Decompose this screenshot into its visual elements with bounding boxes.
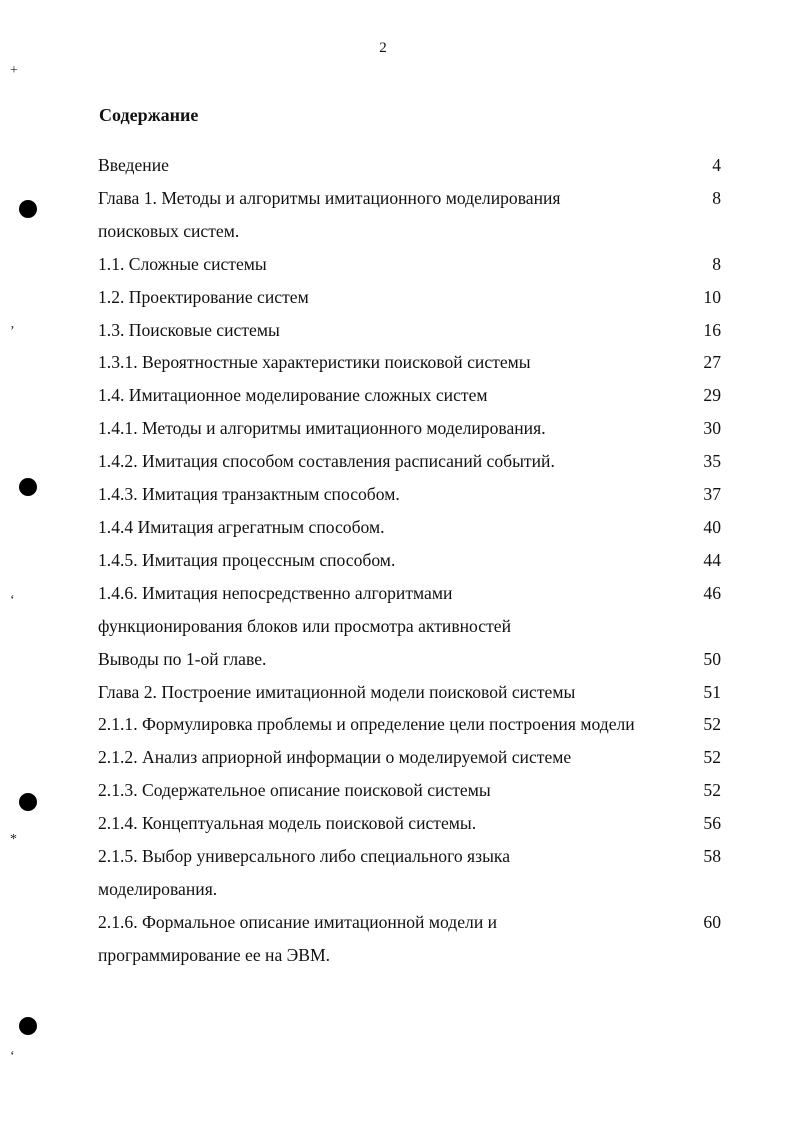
toc-entry-1-4-2 [98,445,723,478]
toc-entry-title: 2.1.3. Содержательное описание поисковой системы [98,780,491,801]
scan-mark-icon: + [10,63,18,78]
toc-entry-page: 51 [703,681,721,702]
toc-entry-title: 1.2. Проектирование систем [98,286,309,307]
table-of-contents [98,149,723,972]
toc-entry-title: 2.1.5. Выбор универсального либо специального языка моделирования. [98,846,511,899]
toc-entry-conclusions-1 [98,643,723,676]
toc-entry-title: Глава 2. Построение имитационной модели поисковой системы [98,681,576,702]
toc-entry-title: 1.4.1. Методы и алгоритмы имитационного моделирования. [98,418,546,439]
toc-entry-page: 35 [703,451,721,472]
toc-entry-2-1-5 [98,840,723,906]
toc-entry-page: 52 [703,747,721,768]
toc-entry-title: 2.1.4. Концептуальная модель поисковой системы. [98,813,477,834]
toc-entry-chapter-1 [98,182,723,248]
toc-entry-title: 1.3.1. Вероятностные характеристики поисковой системы [98,352,531,373]
toc-entry-page: 16 [703,319,721,340]
toc-entry-title: 1.4.2. Имитация способом составления расписаний событий. [98,451,555,472]
toc-entry-title: 1.3. Поисковые системы [98,319,280,340]
toc-entry-2-1-4 [98,807,723,840]
toc-entry-page: 50 [703,648,721,669]
toc-entry-page: 40 [703,516,721,537]
toc-entry-page: 52 [703,714,721,735]
toc-entry-page: 8 [712,253,721,274]
toc-entry-page: 37 [703,484,721,505]
toc-entry-introduction [98,149,723,182]
toc-entry-1-4 [98,379,723,412]
toc-entry-1-4-3 [98,478,723,511]
toc-entry-title: Глава 1. Методы и алгоритмы имитационного моделирования поисковых систем. [98,187,561,241]
toc-entry-title: 1.4.6. Имитация непосредственно алгоритмами функционирования блоков или просмотра активностей [98,582,512,636]
punch-hole-icon [19,478,37,496]
page-number: 2 [379,40,387,56]
toc-entry-page: 27 [703,352,721,373]
toc-entry-title: 1.4.5. Имитация процессным способом. [98,549,396,570]
toc-entry-page: 10 [703,286,721,307]
toc-entry-2-1-6 [98,906,723,972]
punch-hole-icon [19,1017,37,1035]
toc-entry-1-4-4 [98,511,723,544]
toc-entry-1-2 [98,281,723,314]
toc-entry-title: 2.1.2. Анализ априорной информации о моделируемой системе [98,747,572,768]
toc-entry-2-1-3 [98,774,723,807]
toc-entry-page: 4 [712,155,721,175]
toc-entry-title: Введение [98,155,169,175]
toc-entry-title: 1.4.4 Имитация агрегатным способом. [98,516,385,537]
toc-entry-page: 58 [703,846,721,867]
punch-hole-icon [19,200,37,218]
toc-entry-1-4-5 [98,544,723,577]
punch-hole-icon [19,793,37,811]
toc-entry-page: 52 [703,780,721,801]
scan-mark-icon: * [10,832,17,847]
toc-entry-chapter-2 [98,676,723,709]
toc-entry-page: 44 [703,549,721,570]
scan-mark-icon: ʻ [10,593,15,608]
toc-entry-2-1-1 [98,708,723,741]
toc-entry-page: 8 [712,187,721,208]
toc-entry-title: 2.1.1. Формулировка проблемы и определение цели построения модели [98,714,635,735]
contents-heading: Содержание [99,105,199,125]
toc-entry-2-1-2 [98,741,723,774]
toc-entry-1-4-1 [98,412,723,445]
toc-entry-page: 29 [703,385,721,406]
toc-entry-page: 46 [703,582,721,603]
scan-mark-icon: ʼ [10,324,15,339]
toc-entry-title: 1.1. Сложные системы [98,253,267,274]
toc-entry-1-1 [98,248,723,281]
toc-entry-page: 56 [703,813,721,834]
toc-entry-title: 1.4. Имитационное моделирование сложных систем [98,385,488,406]
toc-entry-1-4-6 [98,577,723,643]
toc-entry-1-3-1 [98,346,723,379]
scan-mark-icon: ʻ [10,1049,15,1064]
toc-entry-title: Выводы по 1-ой главе. [98,648,267,669]
toc-entry-page: 30 [703,418,721,439]
toc-entry-1-3 [98,314,723,347]
toc-entry-title: 2.1.6. Формальное описание имитационной модели и программирование ее на ЭВМ. [98,911,498,965]
toc-entry-title: 1.4.3. Имитация транзактным способом. [98,484,400,505]
toc-entry-page: 60 [703,911,721,932]
